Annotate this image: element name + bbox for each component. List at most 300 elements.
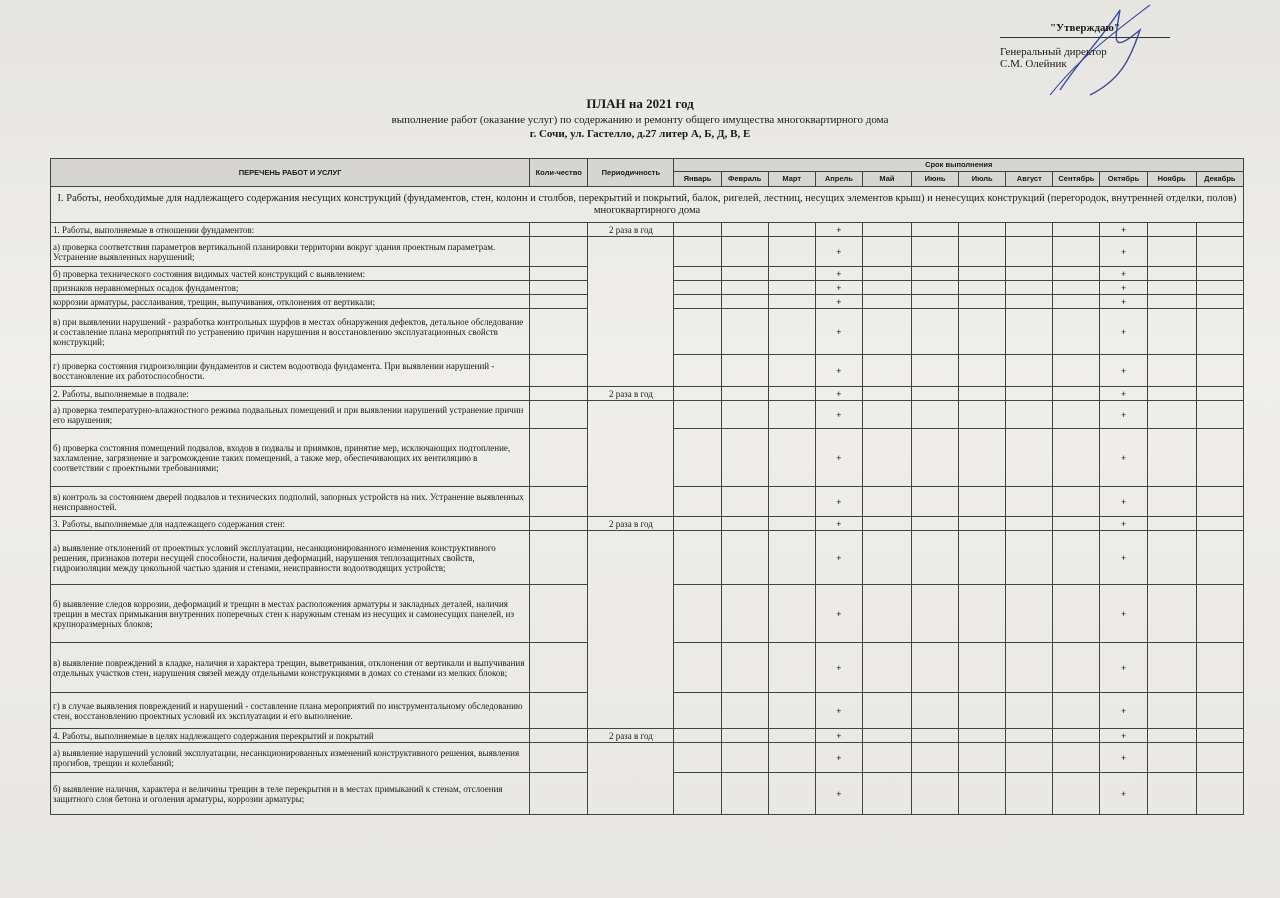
month-cell bbox=[959, 585, 1006, 643]
month-cell bbox=[912, 729, 959, 743]
month-cell bbox=[912, 295, 959, 309]
month-cell: + bbox=[1100, 585, 1147, 643]
month-cell bbox=[768, 281, 815, 295]
month-cell bbox=[862, 487, 911, 517]
month-cell: + bbox=[815, 237, 862, 267]
quantity-cell bbox=[530, 223, 588, 237]
month-cell bbox=[674, 585, 721, 643]
month-cell bbox=[959, 309, 1006, 355]
month-cell bbox=[768, 223, 815, 237]
month-cell bbox=[1053, 281, 1100, 295]
month-cell bbox=[912, 387, 959, 401]
work-name: а) проверка температурно-влажностного режима подвальных помещений и при выявлении нарушений устранение причин его нарушения; bbox=[51, 401, 530, 429]
month-cell bbox=[674, 267, 721, 281]
month-cell bbox=[721, 729, 768, 743]
month-cell bbox=[721, 487, 768, 517]
month-cell bbox=[1053, 693, 1100, 729]
month-cell bbox=[1053, 295, 1100, 309]
quantity-cell bbox=[530, 401, 588, 429]
periodicity-cell: 2 раза в год bbox=[588, 729, 674, 743]
quantity-cell bbox=[530, 355, 588, 387]
month-cell: + bbox=[815, 773, 862, 815]
month-cell: + bbox=[815, 531, 862, 585]
work-name: 1. Работы, выполняемые в отношении фундаментов: bbox=[51, 223, 530, 237]
month-cell bbox=[1196, 487, 1243, 517]
section-row bbox=[51, 187, 1244, 223]
work-name: б) проверка состояния помещений подвалов, входов в подвалы и приямков, принятие мер, исключающих подтопление, захламление, загрязнение и загромождение таких помещений, а также мер, обеспечивающих их вентиляцию в соответствии с проектными требованиями; bbox=[51, 429, 530, 487]
month-cell bbox=[1053, 267, 1100, 281]
month-cell bbox=[862, 267, 911, 281]
month-cell bbox=[768, 355, 815, 387]
document-title: ПЛАН на 2021 год bbox=[586, 96, 694, 111]
month-cell: + bbox=[1100, 429, 1147, 487]
month-cell bbox=[912, 643, 959, 693]
month-cell bbox=[1196, 267, 1243, 281]
month-cell bbox=[959, 429, 1006, 487]
month-cell: + bbox=[1100, 237, 1147, 267]
month-cell bbox=[862, 281, 911, 295]
month-cell: + bbox=[815, 729, 862, 743]
month-cell: + bbox=[1100, 517, 1147, 531]
month-cell bbox=[674, 429, 721, 487]
month-cell bbox=[862, 773, 911, 815]
quantity-cell bbox=[530, 643, 588, 693]
month-cell bbox=[674, 281, 721, 295]
month-cell bbox=[1053, 643, 1100, 693]
month-cell bbox=[674, 309, 721, 355]
month-header: Июнь bbox=[912, 172, 959, 187]
month-cell bbox=[1053, 743, 1100, 773]
month-cell bbox=[1147, 223, 1196, 237]
month-cell: + bbox=[815, 387, 862, 401]
plan-table bbox=[50, 158, 1244, 815]
month-cell bbox=[674, 643, 721, 693]
month-cell bbox=[1006, 517, 1053, 531]
month-cell bbox=[768, 517, 815, 531]
month-cell: + bbox=[1100, 355, 1147, 387]
month-cell bbox=[1147, 531, 1196, 585]
month-cell bbox=[862, 531, 911, 585]
table-row bbox=[51, 743, 1244, 773]
work-name: а) проверка соответствия параметров вертикальной планировки территории вокруг здания проектным параметрам. Устранение выявленных нарушений; bbox=[51, 237, 530, 267]
month-cell bbox=[768, 729, 815, 743]
work-name: б) выявление наличия, характера и величины трещин в теле перекрытия и в местах примыканий к стенам, отслоения защитного слоя бетона и оголения арматуры, коррозии арматуры; bbox=[51, 773, 530, 815]
month-cell bbox=[1147, 267, 1196, 281]
month-cell bbox=[768, 643, 815, 693]
month-cell bbox=[1196, 643, 1243, 693]
approval-name: С.М. Олейник bbox=[1000, 58, 1067, 70]
month-cell bbox=[862, 401, 911, 429]
month-cell bbox=[862, 237, 911, 267]
month-cell bbox=[768, 295, 815, 309]
month-cell bbox=[862, 585, 911, 643]
work-name: в) при выявлении нарушений - разработка контрольных шурфов в местах обнаружения дефектов, детальное обследование и составление плана мероприятий по устранению причин нарушения и восстановлению эксплуатационных свойств конструкций; bbox=[51, 309, 530, 355]
month-cell bbox=[959, 237, 1006, 267]
month-header: Январь bbox=[674, 172, 721, 187]
month-cell bbox=[862, 355, 911, 387]
work-name: г) в случае выявления повреждений и нарушений - составление плана мероприятий по инструментальному обследованию стен, восстановлению проектных условий их эксплуатации и его выполнение. bbox=[51, 693, 530, 729]
work-name: б) выявление следов коррозии, деформаций и трещин в местах расположения арматуры и закладных деталей, наличия трещин в местах примыкания внутренних поперечных стен к наружным стенам из несущих и самонесущих панелей, из крупноразмерных блоков; bbox=[51, 585, 530, 643]
work-name: б) проверка технического состояния видимых частей конструкций с выявлением: bbox=[51, 267, 530, 281]
month-cell bbox=[1196, 743, 1243, 773]
month-cell bbox=[1006, 267, 1053, 281]
month-cell: + bbox=[815, 585, 862, 643]
month-cell bbox=[862, 387, 911, 401]
work-name: в) контроль за состоянием дверей подвалов и технических подполий, запорных устройств на них. Устранение выявленных неисправностей. bbox=[51, 487, 530, 517]
month-cell bbox=[1147, 237, 1196, 267]
month-cell bbox=[1147, 693, 1196, 729]
work-name: г) проверка состояния гидроизоляции фундаментов и систем водоотвода фундамента. При выявлении нарушений - восстановление их работоспособности. bbox=[51, 355, 530, 387]
month-header: Октябрь bbox=[1100, 172, 1147, 187]
month-cell: + bbox=[1100, 281, 1147, 295]
table-row bbox=[51, 387, 1244, 401]
month-cell bbox=[1147, 309, 1196, 355]
month-cell bbox=[959, 223, 1006, 237]
work-name: коррозии арматуры, расслаивания, трещин, выпучивания, отклонения от вертикали; bbox=[51, 295, 530, 309]
month-cell bbox=[1053, 585, 1100, 643]
table-row bbox=[51, 223, 1244, 237]
month-cell bbox=[959, 729, 1006, 743]
header-term: Срок выполнения bbox=[674, 159, 1244, 172]
month-cell bbox=[959, 773, 1006, 815]
month-cell bbox=[1006, 643, 1053, 693]
quantity-cell bbox=[530, 429, 588, 487]
month-cell bbox=[959, 487, 1006, 517]
month-cell bbox=[768, 585, 815, 643]
month-cell bbox=[862, 309, 911, 355]
month-cell bbox=[768, 773, 815, 815]
month-cell bbox=[674, 517, 721, 531]
month-cell: + bbox=[1100, 693, 1147, 729]
month-cell bbox=[1196, 309, 1243, 355]
month-cell bbox=[1006, 429, 1053, 487]
quantity-cell bbox=[530, 743, 588, 773]
month-cell bbox=[1006, 309, 1053, 355]
periodicity-cell: 2 раза в год bbox=[588, 517, 674, 531]
table-row bbox=[51, 237, 1244, 267]
month-cell bbox=[1147, 743, 1196, 773]
month-cell bbox=[1006, 487, 1053, 517]
month-cell bbox=[1196, 585, 1243, 643]
month-cell bbox=[1196, 531, 1243, 585]
month-cell bbox=[1053, 401, 1100, 429]
month-cell bbox=[959, 401, 1006, 429]
month-cell: + bbox=[1100, 223, 1147, 237]
month-cell bbox=[1196, 295, 1243, 309]
month-cell bbox=[674, 693, 721, 729]
approval-block bbox=[1000, 22, 1170, 70]
month-cell bbox=[1196, 693, 1243, 729]
month-cell bbox=[1196, 729, 1243, 743]
month-cell bbox=[674, 531, 721, 585]
month-cell bbox=[912, 309, 959, 355]
month-cell bbox=[674, 773, 721, 815]
month-cell bbox=[912, 355, 959, 387]
month-cell bbox=[1196, 355, 1243, 387]
quantity-cell bbox=[530, 237, 588, 267]
month-cell bbox=[1006, 355, 1053, 387]
month-cell bbox=[721, 309, 768, 355]
month-header: Ноябрь bbox=[1147, 172, 1196, 187]
month-cell bbox=[1006, 223, 1053, 237]
month-cell: + bbox=[815, 517, 862, 531]
month-cell: + bbox=[1100, 643, 1147, 693]
month-cell: + bbox=[815, 309, 862, 355]
month-cell bbox=[912, 693, 959, 729]
month-cell bbox=[1196, 517, 1243, 531]
month-cell bbox=[768, 309, 815, 355]
month-cell bbox=[721, 773, 768, 815]
month-cell: + bbox=[815, 355, 862, 387]
work-name: признаков неравномерных осадок фундаментов; bbox=[51, 281, 530, 295]
work-name: в) выявление повреждений в кладке, наличия и характера трещин, выветривания, отклонения от вертикали и выпучивания отдельных участков стен, нарушения связей между отдельными конструкциями в домах со стенами из мелких блоков; bbox=[51, 643, 530, 693]
month-header: Март bbox=[768, 172, 815, 187]
quantity-cell bbox=[530, 487, 588, 517]
month-cell bbox=[721, 531, 768, 585]
month-cell bbox=[768, 429, 815, 487]
month-cell bbox=[1006, 237, 1053, 267]
header-quantity: Коли-чество bbox=[530, 159, 588, 187]
month-cell bbox=[721, 355, 768, 387]
table-row bbox=[51, 531, 1244, 585]
work-name: 4. Работы, выполняемые в целях надлежащего содержания перекрытий и покрытий bbox=[51, 729, 530, 743]
approval-position: Генеральный директор bbox=[1000, 46, 1107, 58]
month-cell: + bbox=[815, 429, 862, 487]
month-cell bbox=[862, 223, 911, 237]
month-cell bbox=[1147, 295, 1196, 309]
quantity-cell bbox=[530, 267, 588, 281]
month-cell bbox=[1147, 281, 1196, 295]
month-cell: + bbox=[1100, 267, 1147, 281]
month-cell bbox=[721, 643, 768, 693]
month-cell bbox=[912, 223, 959, 237]
month-cell bbox=[721, 585, 768, 643]
month-cell bbox=[1053, 531, 1100, 585]
month-cell: + bbox=[815, 223, 862, 237]
header-works: ПЕРЕЧЕНЬ РАБОТ И УСЛУГ bbox=[51, 159, 530, 187]
month-header: Декабрь bbox=[1196, 172, 1243, 187]
document-subtitle: выполнение работ (оказание услуг) по содержанию и ремонту общего имущества многоквартирного дома bbox=[391, 114, 889, 126]
month-cell bbox=[1053, 237, 1100, 267]
month-cell bbox=[862, 743, 911, 773]
month-cell: + bbox=[1100, 729, 1147, 743]
month-cell bbox=[768, 531, 815, 585]
month-cell bbox=[1053, 487, 1100, 517]
month-cell: + bbox=[815, 295, 862, 309]
month-cell bbox=[721, 743, 768, 773]
month-cell bbox=[959, 281, 1006, 295]
month-cell: + bbox=[1100, 309, 1147, 355]
month-cell bbox=[912, 585, 959, 643]
month-cell bbox=[1147, 517, 1196, 531]
month-cell bbox=[1053, 429, 1100, 487]
month-cell bbox=[959, 531, 1006, 585]
month-cell: + bbox=[815, 401, 862, 429]
month-cell bbox=[1147, 401, 1196, 429]
month-cell bbox=[1147, 355, 1196, 387]
month-cell bbox=[1006, 585, 1053, 643]
month-cell bbox=[912, 429, 959, 487]
month-cell bbox=[1196, 773, 1243, 815]
month-header: Август bbox=[1006, 172, 1053, 187]
month-cell: + bbox=[1100, 487, 1147, 517]
quantity-cell bbox=[530, 295, 588, 309]
month-cell bbox=[1006, 693, 1053, 729]
month-cell bbox=[768, 743, 815, 773]
month-cell bbox=[721, 281, 768, 295]
month-cell bbox=[1196, 237, 1243, 267]
month-cell bbox=[959, 267, 1006, 281]
month-cell bbox=[959, 643, 1006, 693]
month-cell bbox=[1006, 401, 1053, 429]
month-cell: + bbox=[1100, 531, 1147, 585]
month-header: Февраль bbox=[721, 172, 768, 187]
work-name: а) выявление отклонений от проектных условий эксплуатации, несанкционированного изменения конструктивного решения, признаков потери несущей способности, наличия деформаций, нарушения теплозащитных свойств, гидроизоляции между цокольной частью здания и стенами, неисправности водоотводящих устройств; bbox=[51, 531, 530, 585]
month-cell: + bbox=[1100, 387, 1147, 401]
periodicity-merged-cell bbox=[588, 743, 674, 815]
month-header: Май bbox=[862, 172, 911, 187]
month-cell bbox=[959, 355, 1006, 387]
month-cell bbox=[862, 729, 911, 743]
month-header: Июль bbox=[959, 172, 1006, 187]
month-cell bbox=[768, 237, 815, 267]
month-cell bbox=[1147, 429, 1196, 487]
month-cell bbox=[721, 401, 768, 429]
header-periodicity: Периодичность bbox=[588, 159, 674, 187]
month-cell bbox=[674, 223, 721, 237]
month-cell bbox=[768, 387, 815, 401]
periodicity-cell: 2 раза в год bbox=[588, 387, 674, 401]
quantity-cell bbox=[530, 693, 588, 729]
month-cell bbox=[1147, 773, 1196, 815]
month-cell bbox=[674, 237, 721, 267]
month-cell bbox=[674, 487, 721, 517]
work-name: 3. Работы, выполняемые для надлежащего содержания стен: bbox=[51, 517, 530, 531]
month-cell bbox=[1147, 487, 1196, 517]
month-cell: + bbox=[1100, 295, 1147, 309]
month-cell bbox=[674, 387, 721, 401]
periodicity-cell: 2 раза в год bbox=[588, 223, 674, 237]
periodicity-merged-cell bbox=[588, 531, 674, 729]
month-cell: + bbox=[815, 693, 862, 729]
month-cell bbox=[1006, 773, 1053, 815]
month-cell bbox=[912, 773, 959, 815]
table-row bbox=[51, 729, 1244, 743]
quantity-cell bbox=[530, 517, 588, 531]
month-cell bbox=[721, 693, 768, 729]
month-header: Сентябрь bbox=[1053, 172, 1100, 187]
month-cell bbox=[721, 387, 768, 401]
month-cell bbox=[768, 487, 815, 517]
month-cell: + bbox=[815, 281, 862, 295]
month-cell bbox=[862, 517, 911, 531]
approval-title: "Утверждаю" bbox=[1000, 22, 1170, 38]
month-cell bbox=[1053, 387, 1100, 401]
month-cell bbox=[674, 729, 721, 743]
month-cell bbox=[912, 281, 959, 295]
month-cell bbox=[1147, 585, 1196, 643]
month-cell bbox=[959, 743, 1006, 773]
month-cell bbox=[674, 295, 721, 309]
month-cell bbox=[912, 237, 959, 267]
month-cell bbox=[1053, 517, 1100, 531]
month-cell bbox=[1006, 743, 1053, 773]
work-name: 2. Работы, выполняемые в подвале: bbox=[51, 387, 530, 401]
month-cell bbox=[721, 295, 768, 309]
month-cell bbox=[862, 693, 911, 729]
month-header: Апрель bbox=[815, 172, 862, 187]
month-cell bbox=[1006, 281, 1053, 295]
month-cell bbox=[862, 295, 911, 309]
month-cell bbox=[862, 643, 911, 693]
month-cell bbox=[768, 693, 815, 729]
month-cell bbox=[1196, 223, 1243, 237]
quantity-cell bbox=[530, 387, 588, 401]
month-cell bbox=[721, 237, 768, 267]
month-cell bbox=[1053, 729, 1100, 743]
periodicity-merged-cell bbox=[588, 237, 674, 387]
month-cell bbox=[1006, 387, 1053, 401]
month-cell bbox=[768, 401, 815, 429]
month-cell bbox=[1196, 401, 1243, 429]
table-row bbox=[51, 517, 1244, 531]
quantity-cell bbox=[530, 281, 588, 295]
month-cell bbox=[674, 401, 721, 429]
month-cell bbox=[1147, 729, 1196, 743]
month-cell: + bbox=[815, 643, 862, 693]
month-cell bbox=[1196, 281, 1243, 295]
month-cell bbox=[912, 487, 959, 517]
month-cell bbox=[959, 693, 1006, 729]
work-name: а) выявление нарушений условий эксплуатации, несанкционированных изменений конструктивного решения, выявления прогибов, трещин и колебаний; bbox=[51, 743, 530, 773]
quantity-cell bbox=[530, 309, 588, 355]
month-cell bbox=[674, 355, 721, 387]
month-cell bbox=[1053, 309, 1100, 355]
month-cell bbox=[1006, 531, 1053, 585]
month-cell bbox=[768, 267, 815, 281]
month-cell bbox=[959, 517, 1006, 531]
quantity-cell bbox=[530, 773, 588, 815]
month-cell bbox=[862, 429, 911, 487]
month-cell bbox=[959, 295, 1006, 309]
month-cell bbox=[1006, 295, 1053, 309]
month-cell bbox=[912, 531, 959, 585]
month-cell bbox=[912, 401, 959, 429]
month-cell bbox=[1053, 355, 1100, 387]
month-cell bbox=[721, 429, 768, 487]
month-cell bbox=[959, 387, 1006, 401]
month-cell: + bbox=[815, 743, 862, 773]
month-cell bbox=[1006, 729, 1053, 743]
month-cell bbox=[1053, 223, 1100, 237]
periodicity-merged-cell bbox=[588, 401, 674, 517]
month-cell bbox=[674, 743, 721, 773]
month-cell bbox=[1147, 643, 1196, 693]
month-cell bbox=[1196, 387, 1243, 401]
month-cell bbox=[912, 517, 959, 531]
month-cell bbox=[912, 743, 959, 773]
month-cell bbox=[1147, 387, 1196, 401]
table-row bbox=[51, 401, 1244, 429]
month-cell bbox=[912, 267, 959, 281]
month-cell bbox=[721, 223, 768, 237]
quantity-cell bbox=[530, 729, 588, 743]
month-cell: + bbox=[815, 267, 862, 281]
section-title: I. Работы, необходимые для надлежащего содержания несущих конструкций (фундаментов, стен, колонн и столбов, перекрытий и покрытий, балок, ригелей, лестниц, несущих элементов крыш) и ненесущих конструкций (перегородок, внутренней отделки, полов) многоквартирного дома bbox=[51, 187, 1244, 223]
document-address: г. Сочи, ул. Гастелло, д.27 литер А, Б, Д, В, Е bbox=[529, 128, 751, 140]
month-cell bbox=[721, 267, 768, 281]
quantity-cell bbox=[530, 531, 588, 585]
